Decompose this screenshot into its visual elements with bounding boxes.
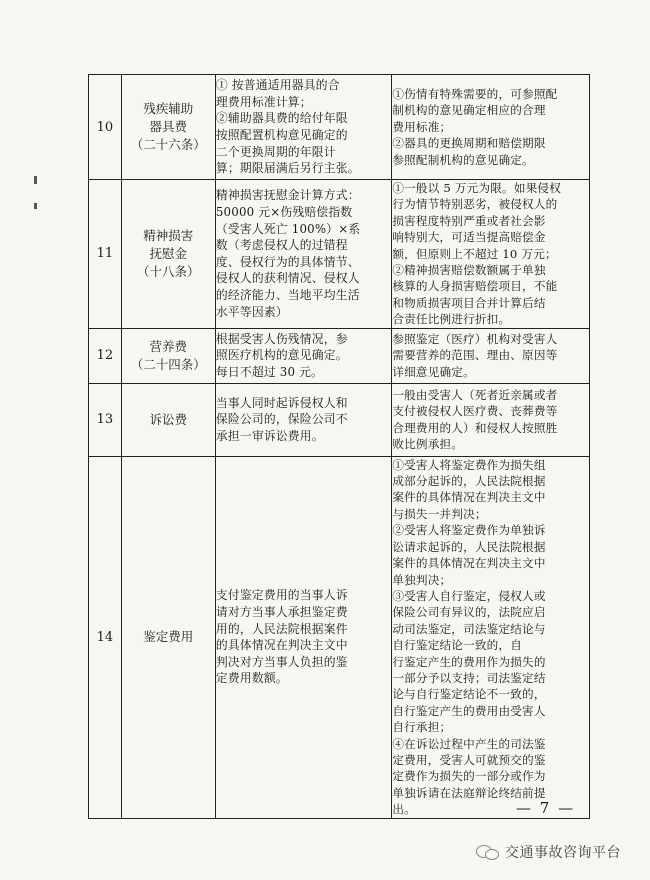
note-line: 制机构的意见确定相应的合理 xyxy=(392,103,546,118)
note-cell xyxy=(392,180,590,329)
watermark xyxy=(476,842,621,862)
note-line: 响特别大，可适当提高赔偿金 xyxy=(392,230,546,245)
item-name-cell xyxy=(121,75,215,180)
note-line: 与损失一并判决； xyxy=(392,506,487,521)
standard-cell xyxy=(215,180,392,329)
note-line: 论与自行鉴定结论不一致的， xyxy=(392,687,546,702)
note-cell xyxy=(392,456,590,818)
table-row xyxy=(89,328,590,383)
row-number: 11 xyxy=(89,180,122,329)
item-name-line: 精神损害 xyxy=(143,227,194,243)
item-name-line: （十八条） xyxy=(137,263,200,279)
note-line: 行鉴定产生的费用作为损失的 xyxy=(392,654,546,669)
standard-line: 50000 元×伤残赔偿指数 xyxy=(215,205,353,220)
note-line: ①受害人将鉴定费作为损失组 xyxy=(392,457,546,472)
standard-line: 精神损害抚慰金计算方式： xyxy=(215,188,360,203)
note-line: ①伤情有特殊需要的，可参照配 xyxy=(392,86,558,101)
note-line: 自行鉴定结论一致的，自 xyxy=(392,638,523,653)
standard-line: 度、侵权行为的具体情节、 xyxy=(215,254,360,269)
note-cell xyxy=(392,383,590,456)
note-line: ③受害人自行鉴定，侵权人或 xyxy=(392,588,546,603)
note-line: ④在诉讼过程中产生的司法鉴 xyxy=(392,736,546,751)
item-name-line: 器具费 xyxy=(149,119,188,134)
note-line: 合责任比例进行折扣。 xyxy=(392,312,511,327)
note-line: 案件的具体情况在判决主文中 xyxy=(392,490,546,505)
standard-line: 二个更换周期的年限计 xyxy=(215,144,336,159)
standard-line: 的具体情况在判决主文中 xyxy=(215,638,348,653)
standard-line: 的经济能力、当地平均生活 xyxy=(215,288,360,303)
row-number: 10 xyxy=(89,75,122,180)
note-cell xyxy=(392,75,590,180)
binding-mark-top xyxy=(34,176,37,184)
note-line: 成部分起诉的，人民法院根据 xyxy=(392,474,546,489)
item-name-line: （二十四条） xyxy=(130,356,206,372)
standard-line: 按照配置机构意见确定的 xyxy=(215,128,348,142)
note-line: 定费用，受害人可就预交的鉴 xyxy=(392,752,546,767)
note-line: 保险公司有异议的，法院应启 xyxy=(392,605,546,620)
standard-line: （受害人死亡 100%）×系 xyxy=(215,221,361,236)
standard-line: 算；期限届满后另行主张。 xyxy=(215,161,360,176)
chat-bubbles-icon xyxy=(476,843,500,861)
item-name-line: （二十六条） xyxy=(130,137,206,152)
note-line: ②精神损害赔偿数额属于单独 xyxy=(392,263,546,278)
note-line: 参照配制机构的意见确定。 xyxy=(392,152,534,167)
item-name-cell xyxy=(121,180,215,329)
row-number: 14 xyxy=(89,456,122,818)
standard-line: 支付鉴定费用的当事人诉 xyxy=(215,588,348,603)
item-name-cell xyxy=(121,456,215,818)
standard-line: ②辅助器具费的给付年限 xyxy=(215,111,348,126)
watermark-text: 交通事故咨询平台 xyxy=(505,845,621,861)
note-line: ①一般以 5 万元为限。如果侵权 xyxy=(392,181,561,195)
standard-line: ① 按普通适用器具的合 xyxy=(215,78,340,93)
binding-mark-bottom xyxy=(34,203,37,209)
standard-cell xyxy=(215,75,392,180)
note-cell xyxy=(392,328,590,383)
table-row xyxy=(89,456,590,818)
note-line: 一部分予以支持；司法鉴定结 xyxy=(392,670,546,685)
page-number: — 7 — xyxy=(516,799,576,817)
standard-line: 照医疗机构的意见确定。 xyxy=(215,348,348,363)
note-line: 案件的具体情况在判决主文中 xyxy=(392,556,546,571)
note-line: 参照鉴定（医疗）机构对受害人 xyxy=(392,332,558,347)
table-row xyxy=(89,180,590,329)
standard-cell xyxy=(215,456,392,818)
note-line: 费用标准； xyxy=(392,119,452,134)
note-line: 败比例承担。 xyxy=(392,437,464,452)
note-line: ②受害人将鉴定费作为单独诉 xyxy=(392,523,546,538)
standard-line: 保险公司的，保险公司不 xyxy=(215,412,348,427)
row-number: 13 xyxy=(89,383,122,456)
standard-cell xyxy=(215,328,392,383)
note-line: 需要营养的范围、理由、原因等 xyxy=(392,348,558,363)
item-name-line: 残疾辅助 xyxy=(143,101,194,116)
note-line: 支付被侵权人医疗费、丧葬费等 xyxy=(392,404,558,419)
standard-line: 理费用标准计算； xyxy=(215,94,312,109)
standard-line: 每日不超过 30 元。 xyxy=(215,364,324,379)
note-line: ②器具的更换周期和赔偿期限 xyxy=(392,136,546,151)
row-number: 12 xyxy=(89,328,122,383)
table-row xyxy=(89,383,590,456)
standard-line: 根据受害人伤残情况，参 xyxy=(215,331,348,346)
standard-line: 用的，人民法院根据案件 xyxy=(215,621,348,636)
compensation-table-body xyxy=(89,75,590,819)
standard-line: 判决对方当事人负担的鉴 xyxy=(215,654,348,669)
note-line: 单独判决； xyxy=(392,572,452,587)
standard-line: 承担一审诉讼费用。 xyxy=(215,428,324,443)
note-line: 额，但原则上不超过 10 万元； xyxy=(392,246,557,261)
note-line: 和物质损害项目合并计算后结 xyxy=(392,295,546,310)
note-line: 自行承担； xyxy=(392,720,452,735)
standard-line: 定费用数额。 xyxy=(215,671,288,686)
table-row xyxy=(89,75,590,180)
note-line: 核算的人身损害赔偿项目，不能 xyxy=(392,279,558,294)
standard-line: 请对方当事人承担鉴定费 xyxy=(215,604,348,619)
standard-line: 数（考虑侵权人的过错程 xyxy=(215,238,348,253)
note-line: 详细意见确定。 xyxy=(392,364,475,379)
note-line: 损害程度特别严重或者社会影 xyxy=(392,213,546,228)
item-name-line: 营养费 xyxy=(149,338,188,354)
standard-line: 当事人同时起诉侵权人和 xyxy=(215,395,348,410)
note-line: 单独诉请在法庭辩论终结前提 xyxy=(392,785,546,800)
note-line: 行为情节特别恶劣，被侵权人的 xyxy=(392,197,558,212)
note-line: 动司法鉴定，司法鉴定结论与 xyxy=(392,621,546,636)
note-line: 一般由受害人（死者近亲属或者 xyxy=(392,387,558,402)
item-name-line: 抚慰金 xyxy=(149,245,188,261)
standard-line: 水平等因素） xyxy=(215,304,288,319)
standard-line: 侵权人的获利情况、侵权人 xyxy=(215,271,360,286)
compensation-table xyxy=(88,74,590,819)
note-line: 定费作为损失的一部分或作为 xyxy=(392,769,546,784)
item-name-cell xyxy=(121,383,215,456)
item-name-line: 诉讼费 xyxy=(149,411,188,427)
note-line: 讼请求起诉的，人民法院根据 xyxy=(392,539,546,554)
note-line: 合理费用的人）和侵权人按照胜 xyxy=(392,420,558,435)
note-line: 自行鉴定产生的费用由受害人 xyxy=(392,703,546,718)
note-line: 出。 xyxy=(392,802,416,817)
item-name-cell xyxy=(121,328,215,383)
standard-cell xyxy=(215,383,392,456)
item-name-line: 鉴定费用 xyxy=(143,629,194,645)
